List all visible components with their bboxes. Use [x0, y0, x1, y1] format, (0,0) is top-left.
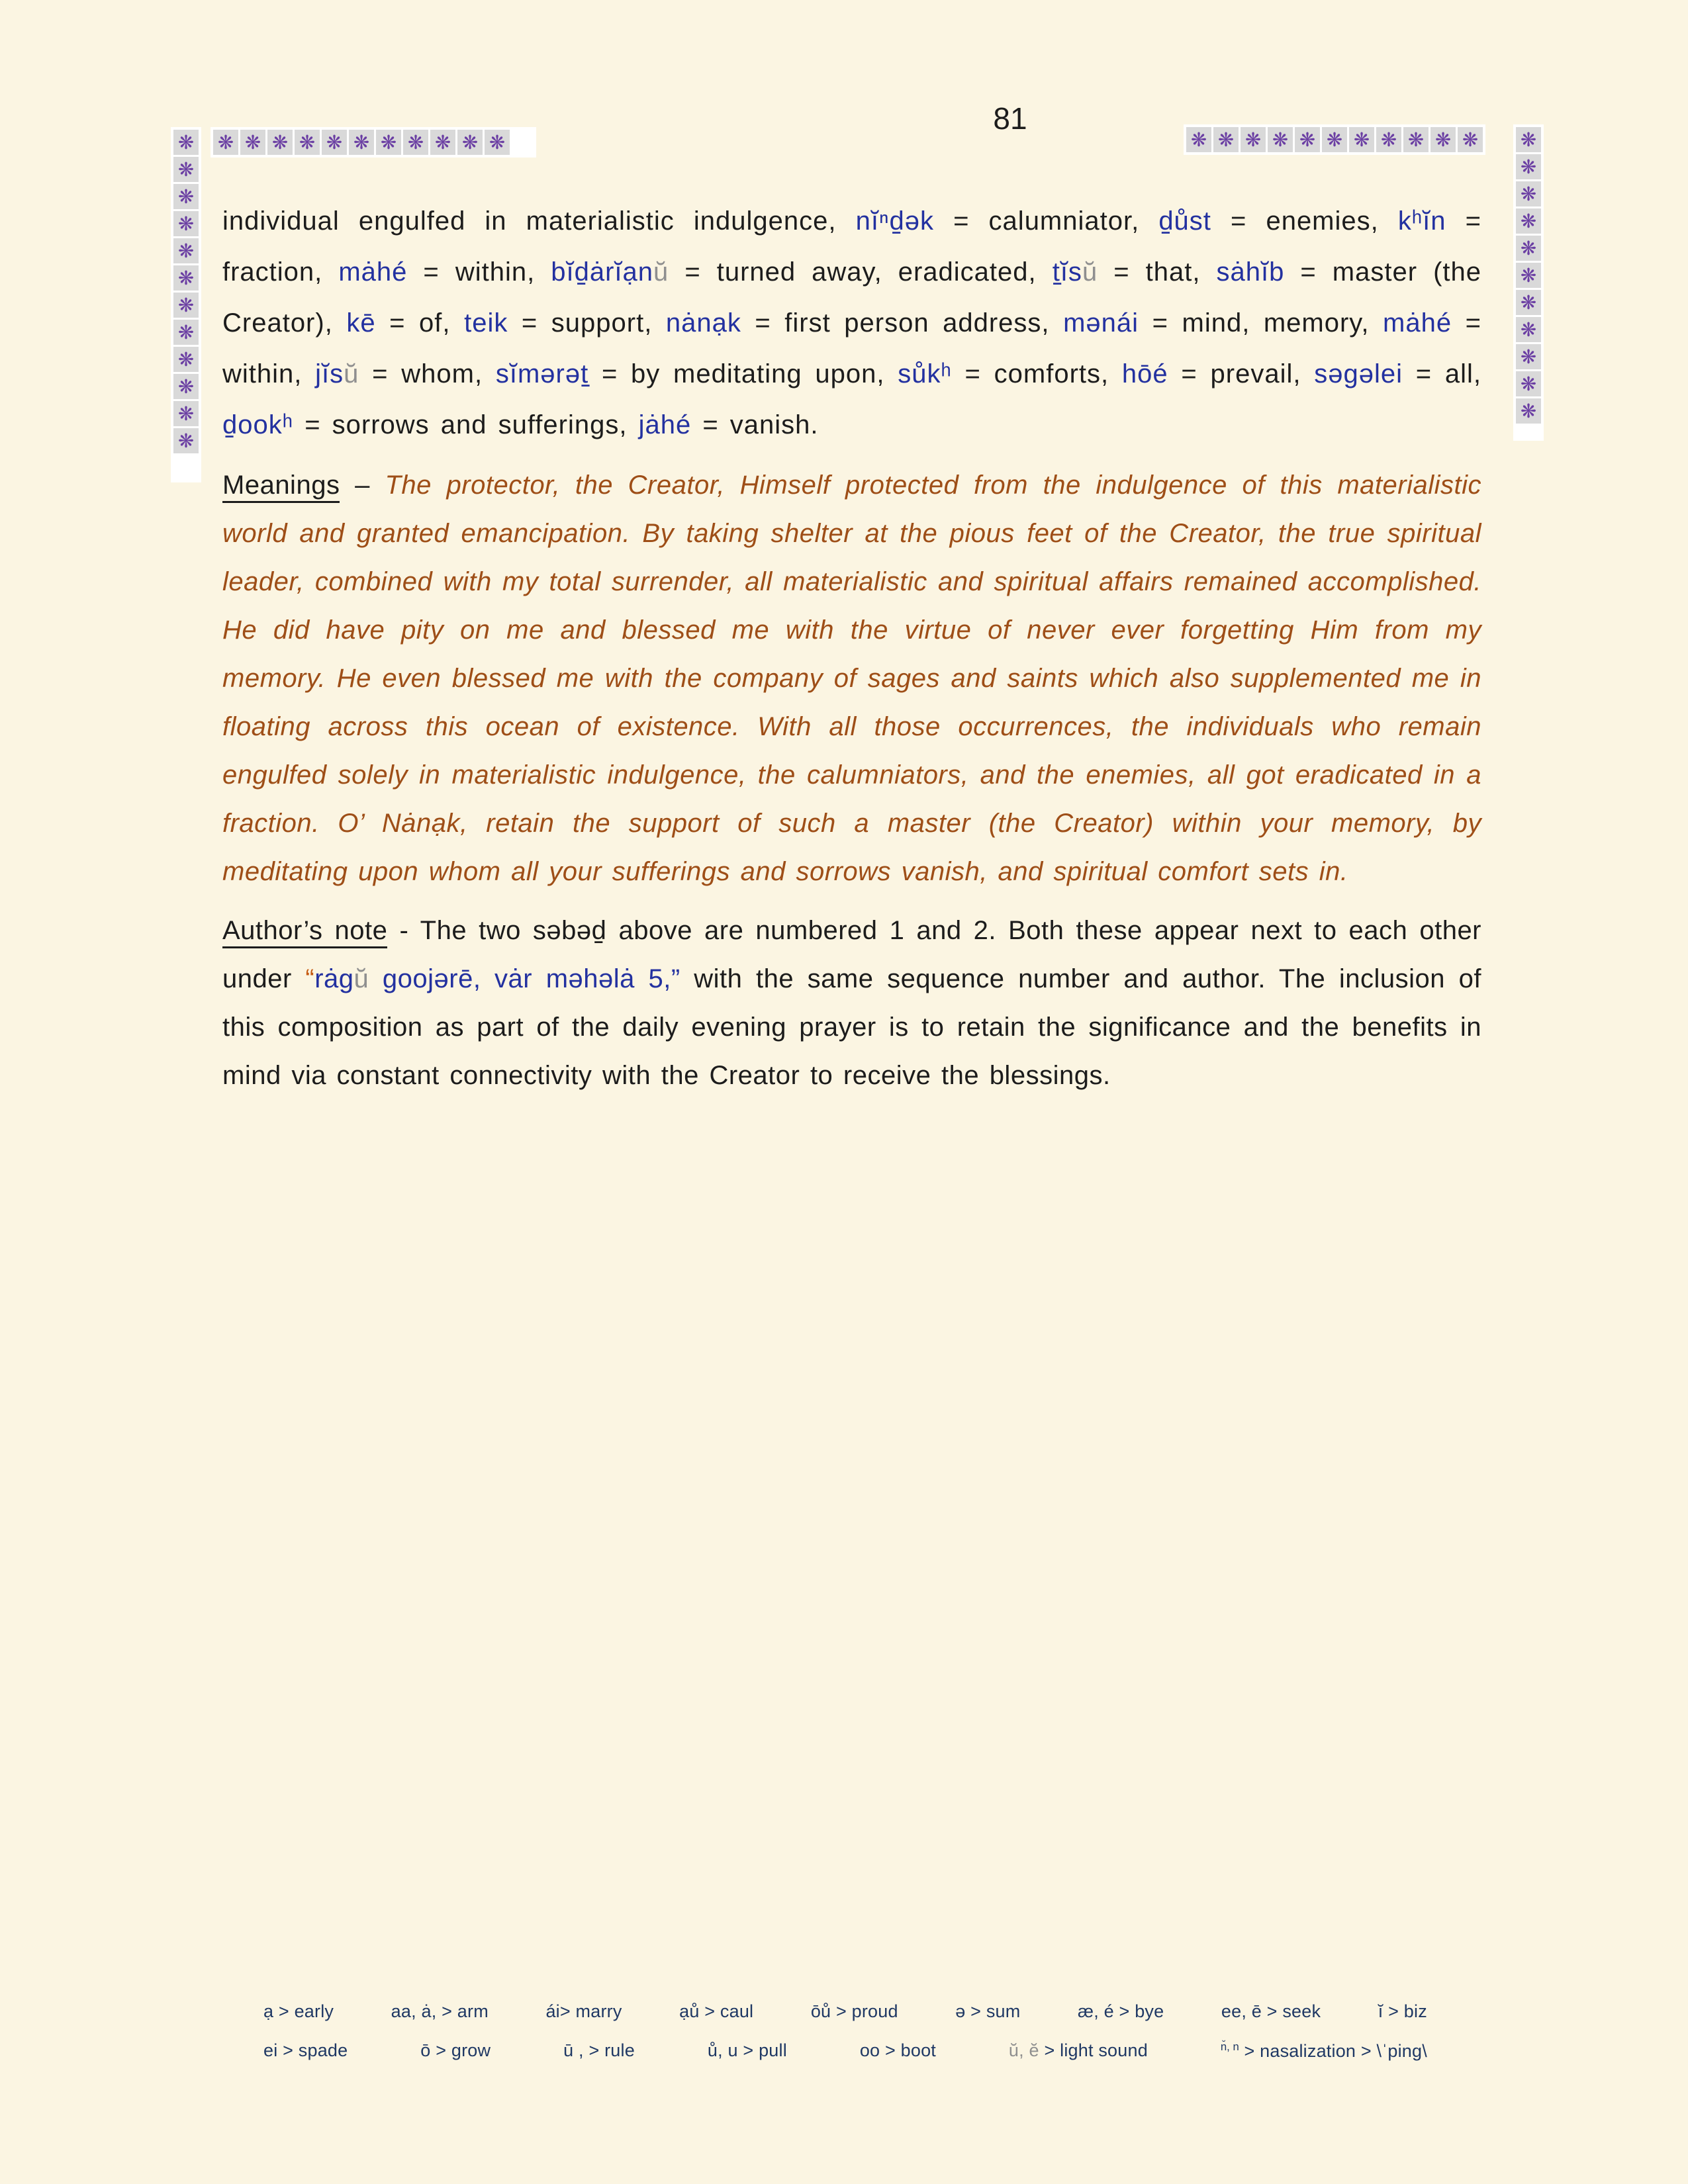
text-segment: kē [346, 308, 376, 338]
flower-icon: ❋ [173, 238, 199, 263]
text-segment: t̠ĭs [1052, 257, 1082, 287]
pron-item [420, 2040, 491, 2062]
flower-icon: ❋ [173, 184, 199, 209]
pron-item [391, 2001, 489, 2022]
text-segment: sĭmərət̠ [495, 359, 589, 388]
flower-icon: ❋ [1516, 398, 1541, 424]
flower-icon: ❋ [1403, 127, 1429, 152]
flower-icon: ❋ [173, 428, 199, 453]
text-segment: = calumniator, [934, 206, 1159, 236]
text-segment: ŭ [653, 257, 669, 287]
meanings-paragraph [222, 461, 1481, 896]
pron-item [811, 2001, 898, 2022]
text-segment: Meanings [222, 471, 340, 503]
flower-icon: ❋ [1295, 127, 1320, 152]
flower-icon: ❋ [1516, 208, 1541, 234]
flower-icon: ❋ [1516, 344, 1541, 369]
text-segment: Author’s note [222, 916, 387, 948]
left-border-ornament-column [171, 127, 201, 482]
text-segment: mȧhé [338, 257, 408, 287]
text-segment: ạů > caul [679, 2001, 754, 2021]
flower-icon: ❋ [1241, 127, 1266, 152]
text-segment: æ, é > bye [1078, 2001, 1164, 2021]
text-segment: = prevail, [1168, 359, 1315, 388]
pronunciation-row-1 [263, 2001, 1427, 2022]
text-segment: d̠ookʰ [222, 410, 294, 439]
flower-icon: ❋ [240, 130, 265, 155]
text-segment: ōů > proud [810, 2001, 898, 2021]
text-segment: ə > sum [955, 2001, 1021, 2021]
flower-icon: ❋ [1516, 371, 1541, 396]
text-segment: teik [464, 308, 508, 338]
pron-item [708, 2040, 787, 2062]
pron-item [1009, 2040, 1148, 2062]
text-segment: – [340, 471, 385, 500]
text-segment: ů, u > pull [707, 2040, 787, 2060]
right-border-ornament-column [1513, 124, 1544, 441]
text-segment: ei > spade [263, 2040, 348, 2060]
text-segment: = turned away, eradicated, [669, 257, 1053, 287]
pron-item [263, 2040, 348, 2062]
text-segment: ū , > rule [563, 2040, 635, 2060]
pron-item [1221, 2001, 1321, 2022]
text-segment: aa, ȧ, > arm [391, 2001, 489, 2021]
text-segment: oo > boot [859, 2040, 936, 2060]
text-segment: = within, [407, 257, 551, 287]
right-border-ornament-row [1184, 124, 1485, 155]
text-segment: bĭd̠ȧrĭạn [551, 257, 654, 287]
page-number: 81 [993, 101, 1027, 136]
flower-icon: ❋ [1516, 181, 1541, 206]
pron-item [955, 2001, 1020, 2022]
flower-icon: ❋ [213, 130, 238, 155]
text-segment: = comforts, [951, 359, 1122, 388]
text-segment: > light sound [1039, 2040, 1148, 2060]
text-segment: kʰĭn [1397, 206, 1446, 236]
text-segment: jȧhé [638, 410, 692, 439]
text-segment: = first person address, [741, 308, 1064, 338]
left-border-ornament-row [211, 127, 536, 158]
flower-icon: ❋ [173, 157, 199, 182]
flower-icon: ❋ [1349, 127, 1374, 152]
flower-icon: ❋ [1186, 127, 1211, 152]
flower-icon: ❋ [173, 265, 199, 291]
flower-icon: ❋ [295, 130, 320, 155]
text-segment: ŭ, ĕ [1008, 2040, 1039, 2060]
glossary-paragraph [222, 196, 1481, 451]
flower-icon: ❋ [1376, 127, 1401, 152]
flower-icon: ❋ [267, 130, 293, 155]
text-segment: = sorrows and sufferings, [293, 410, 639, 439]
flower-icon: ❋ [1516, 263, 1541, 288]
text-segment: ŭ [1082, 257, 1098, 287]
text-segment: n̆, n [1220, 2040, 1239, 2053]
flower-icon: ❋ [173, 293, 199, 318]
flower-icon: ❋ [376, 130, 401, 155]
text-segment: “ [305, 964, 315, 993]
text-segment: hōé [1121, 359, 1168, 388]
text-segment: > nasalization > \ˈping\ [1239, 2041, 1427, 2061]
text-segment: ō > grow [420, 2040, 491, 2060]
text-segment: = all, [1403, 359, 1482, 388]
pronunciation-guide [263, 2001, 1427, 2062]
pronunciation-row-2 [263, 2040, 1427, 2062]
text-segment: mənái [1063, 308, 1139, 338]
flower-icon: ❋ [485, 130, 510, 155]
flower-icon: ❋ [173, 374, 199, 399]
text-segment: mȧhé [1383, 308, 1452, 338]
pron-item [545, 2001, 622, 2022]
text-segment: sȧhĭb [1216, 257, 1285, 287]
text-segment: = by meditating upon, [588, 359, 898, 388]
text-segment: jĭs [315, 359, 344, 388]
text-segment: səgəlei [1314, 359, 1403, 388]
text-segment: rȧg [314, 964, 354, 993]
text-segment: goojərē, vȧr məhəlȧ 5,” [369, 964, 680, 993]
flower-icon: ❋ [173, 347, 199, 372]
text-segment: sůkʰ [898, 359, 952, 388]
flower-icon: ❋ [457, 130, 483, 155]
flower-icon: ❋ [1458, 127, 1483, 152]
pron-item [1221, 2040, 1427, 2062]
flower-icon: ❋ [349, 130, 374, 155]
text-segment: individual engulfed in materialistic indulgence, [222, 206, 856, 236]
flower-icon: ❋ [1516, 154, 1541, 179]
flower-icon: ❋ [1268, 127, 1293, 152]
text-segment: = within, [222, 308, 1481, 388]
flower-icon: ❋ [430, 130, 455, 155]
text-segment: = vanish. [691, 410, 819, 439]
text-segment: = that, [1098, 257, 1217, 287]
text-segment: = enemies, [1211, 206, 1398, 236]
flower-icon: ❋ [173, 130, 199, 155]
flower-icon: ❋ [1430, 127, 1456, 152]
text-segment: nȧnạk [665, 308, 741, 338]
text-segment: = of, [375, 308, 465, 338]
text-segment: = mind, memory, [1139, 308, 1383, 338]
text-segment: ĭ > biz [1378, 2001, 1427, 2021]
text-segment: ạ > early [263, 2001, 334, 2021]
authors-note-paragraph [222, 907, 1481, 1100]
flower-icon: ❋ [1516, 317, 1541, 342]
flower-icon: ❋ [173, 320, 199, 345]
pron-item [679, 2001, 753, 2022]
text-segment: = support, [508, 308, 666, 338]
text-segment: ái> marry [545, 2001, 622, 2021]
text-segment: d̠ůst [1158, 206, 1211, 236]
pron-item [563, 2040, 635, 2062]
flower-icon: ❋ [1516, 290, 1541, 315]
pron-item [1378, 2001, 1427, 2022]
pron-item [860, 2040, 936, 2062]
flower-icon: ❋ [173, 211, 199, 236]
text-segment: with the same sequence number and author. The inclusion of this composition as part of the daily evening prayer is to retain the significance and the benefits in mind via constant connectivity with the Creator to receive the blessings. [222, 964, 1481, 1090]
flower-icon: ❋ [1516, 127, 1541, 152]
flower-icon: ❋ [322, 130, 347, 155]
text-segment: = fraction, [222, 206, 1481, 287]
flower-icon: ❋ [1516, 236, 1541, 261]
text-segment: = master (the Creator), [222, 257, 1482, 338]
pron-item [263, 2001, 334, 2022]
pron-item [1078, 2001, 1164, 2022]
text-segment: ee, ē > seek [1221, 2001, 1321, 2021]
page-content [222, 196, 1481, 1111]
text-segment: ŭ [344, 359, 359, 388]
flower-icon: ❋ [1213, 127, 1239, 152]
text-segment: = whom, [359, 359, 496, 388]
flower-icon: ❋ [173, 401, 199, 426]
text-segment: nĭⁿd̠ək [855, 206, 935, 236]
text-segment: The protector, the Creator, Himself protected from the indulgence of this materialistic world and granted emancipation. By taking shelter at the pious feet of the Creator, the true spiritual leader, combined with my total surrender, all materialistic and spiritual affairs remained accomplished. He did have pity on me and blessed me with the virtue of never ever forgetting Him from my memory. He even blessed me with the company of sages and saints which also supplemented me in floating across this ocean of existence. With all those occurrences, the individuals who remain engulfed solely in materialistic indulgence, the calumniators, and the enemies, all got eradicated in a fraction. O’ Nȧnạk, retain the support of such a master (the Creator) within your memory, by meditating upon whom all your sufferings and sorrows vanish, and spiritual comfort sets in. [222, 471, 1482, 886]
text-segment: - The two səbəd̠ above are numbered 1 and 2. Both these appear next to each other under [222, 916, 1482, 993]
flower-icon: ❋ [403, 130, 428, 155]
flower-icon: ❋ [1322, 127, 1347, 152]
text-segment: ŭ [353, 964, 369, 993]
